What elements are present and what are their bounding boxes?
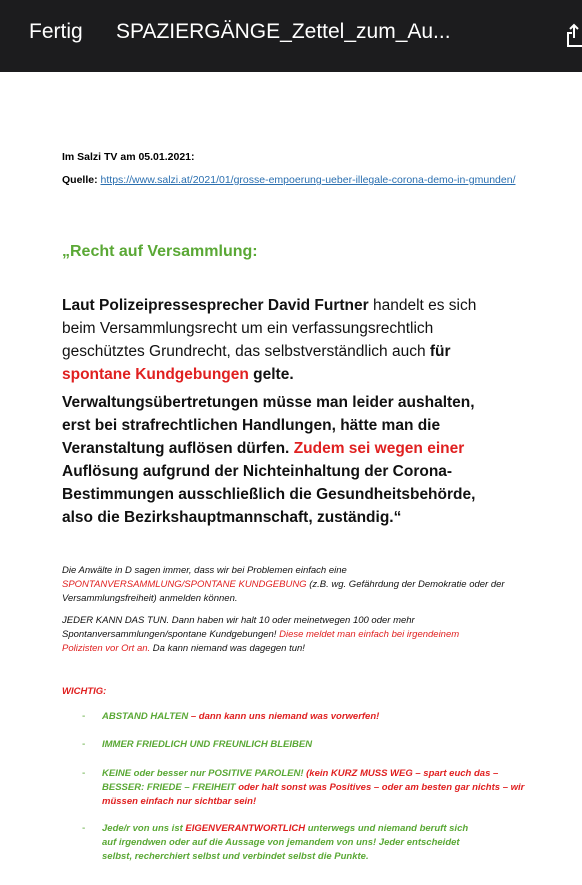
n2-l2-red: Diese meldet man einfach bei irgendeinem — [279, 629, 460, 640]
bullet-2: IMMER FRIEDLICH UND FREUNLICH BLEIBEN — [102, 739, 313, 750]
bullet-dash: - — [82, 768, 86, 779]
b1-green: ABSTAND HALTEN — [102, 711, 189, 722]
note-1-line-3: Versammlungsfreiheit) anmelden können. — [62, 593, 238, 604]
spontaneous-rallies-text: spontane Kundgebungen — [62, 366, 249, 383]
paragraph-1-line-4 — [62, 366, 294, 384]
document-page — [0, 72, 582, 885]
bullet-3-line-1 — [102, 768, 498, 779]
paragraph-1-line-2: beim Versammlungsrecht um ein verfassungsrechtlich — [62, 320, 434, 337]
share-icon[interactable] — [566, 22, 582, 48]
bullet-4-line-1 — [102, 823, 468, 834]
spokesperson-name: Laut Polizeipressesprecher David Furtner — [62, 297, 369, 314]
source-line — [62, 174, 516, 186]
document-title: SPAZIERGÄNGE_Zettel_zum_Au... — [116, 20, 451, 43]
p2-l3-black: Veranstaltung auflösen dürfen. — [62, 440, 294, 457]
bullet-3-line-3: müssen einfach nur sichtbar sein! — [102, 796, 257, 807]
bullet-dash: - — [82, 711, 86, 722]
paragraph-2-line-1: Verwaltungsübertretungen müsse man leider aushalten, — [62, 394, 475, 411]
b4-l1-red: EIGENVERANTWORTLICH — [185, 823, 306, 834]
p2-l3-red: Zudem sei wegen einer — [293, 440, 465, 457]
paragraph-2-line-2: erst bei strafrechtlichen Handlungen, hätte man die — [62, 417, 441, 434]
top-bar — [0, 0, 582, 72]
n2-l3-rest: Da kann niemand was dagegen tun! — [150, 643, 305, 654]
bullet-4-line-2: auf irgendwen oder auf die Aussage von jemandem von uns! Jeder entscheidet — [102, 837, 460, 848]
note-2-line-2 — [62, 629, 459, 640]
source-link[interactable]: https://www.salzi.at/2021/01/grosse-empoerung-ueber-illegale-corona-demo-in-gmunden/ — [100, 174, 516, 186]
note-2-line-1: JEDER KANN DAS TUN. Dann haben wir halt 10 oder meinetwegen 100 oder mehr — [62, 615, 415, 626]
bullet-4-line-3: selbst, recherchiert selbst und verbindet selbst die Punkte. — [102, 851, 369, 862]
p1-l3-text: geschütztes Grundrecht, das selbstverständlich auch — [62, 343, 430, 360]
source-label: Quelle: — [62, 174, 98, 186]
b4-l1-rest: unterwegs und niemand beruft sich — [305, 823, 469, 834]
b3-l1-green: KEINE oder besser nur POSITIVE PAROLEN! — [102, 768, 304, 779]
meta-line: Im Salzi TV am 05.01.2021: — [62, 151, 195, 163]
paragraph-2-line-4: Auflösung aufgrund der Nichteinhaltung der Corona- — [62, 463, 453, 480]
important-label: WICHTIG: — [62, 686, 107, 697]
b3-l2-red: oder halt sonst was Positives – oder am besten gar nichts – wir — [235, 782, 525, 793]
p1-l1-rest: handelt es sich — [368, 297, 477, 314]
bullet-1 — [102, 711, 379, 722]
paragraph-2-line-3 — [62, 440, 464, 458]
n2-l2-black: Spontanversammlungen/spontane Kundgebungen! — [62, 629, 280, 640]
note-1-line-2 — [62, 579, 505, 590]
b3-l1-red: (kein KURZ MUSS WEG – spart euch das – — [303, 768, 499, 779]
p1-l3-bold: für — [429, 343, 451, 360]
p1-l4-rest: gelte. — [248, 366, 294, 383]
paragraph-1-line-3 — [62, 343, 451, 361]
b1-rest: – dann kann uns niemand was vorwerfen! — [188, 711, 380, 722]
section-heading: „Recht auf Versammlung: — [62, 243, 258, 260]
paragraph-1-line-1 — [62, 297, 476, 315]
n1-l2-rest: (z.B. wg. Gefährdung der Demokratie oder der — [306, 579, 505, 590]
done-button[interactable]: Fertig — [29, 20, 83, 43]
spontaneous-assembly-text: SPONTANVERSAMMLUNG/SPONTANE KUNDGEBUNG — [62, 579, 307, 590]
b4-l1-green: Jede/r von uns ist — [102, 823, 186, 834]
note-2-line-3 — [62, 643, 305, 654]
bullet-dash: - — [82, 739, 86, 750]
n2-l3-red: Polizisten vor Ort an. — [62, 643, 151, 654]
bullet-dash: - — [82, 823, 86, 834]
paragraph-2-line-6: also die Bezirkshauptmannschaft, zuständig.“ — [62, 509, 402, 526]
note-1-line-1: Die Anwälte in D sagen immer, dass wir bei Problemen einfach eine — [62, 565, 347, 576]
bullet-3-line-2 — [102, 782, 524, 793]
paragraph-2-line-5: Bestimmungen ausschließlich die Gesundheitsbehörde, — [62, 486, 476, 503]
b3-l2-green: BESSER: FRIEDE – FREIHEIT — [102, 782, 236, 793]
